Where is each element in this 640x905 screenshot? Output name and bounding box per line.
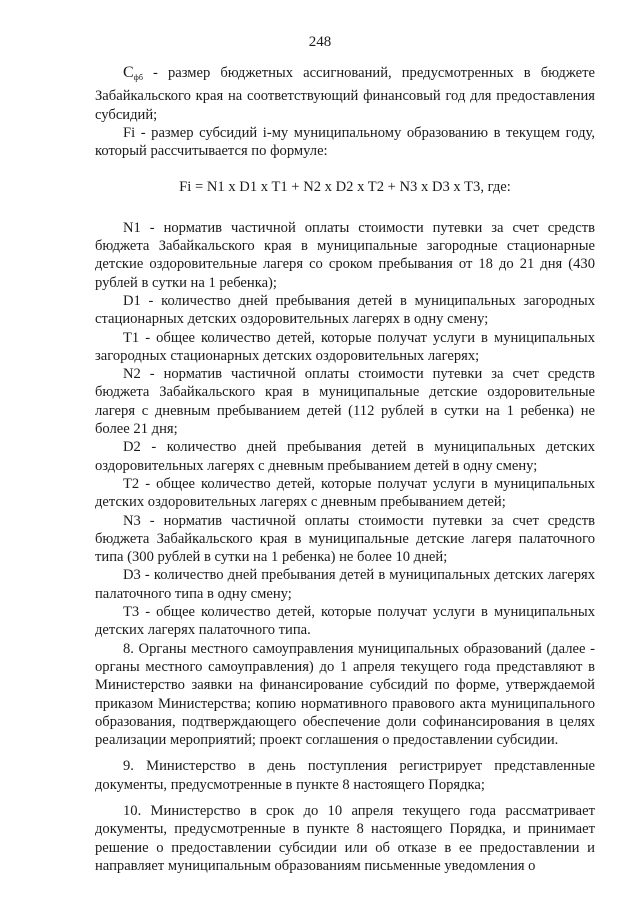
paragraph-fi-definition: Fi - размер субсидий i-му муниципальному образованию в текущем году, который рассчитывается по формуле:	[95, 124, 595, 160]
paragraph-t2: T2 - общее количество детей, которые получат услуги в муниципальных детских оздоровительных лагерях с дневным пребыванием детей;	[95, 475, 595, 511]
paragraph-n1: N1 - норматив частичной оплаты стоимости путевки за счет средств бюджета Забайкальского края в муниципальные загородные стационарные детские оздоровительные лагеря со сроком пребывания от 18 до 21 дня (430 рублей в сутки на 1 ребенка);	[95, 219, 595, 291]
paragraph-d3: D3 - количество дней пребывания детей в муниципальных детских лагерях палаточного типа в одну смену;	[95, 567, 595, 602]
formula: Fi = N1 x D1 x T1 + N2 x D2 x T2 + N3 x D3 x T3, где:	[179, 179, 511, 196]
page-number: 248	[308, 34, 332, 50]
paragraph-c-definition	[95, 64, 595, 124]
document-body	[95, 64, 595, 875]
paragraph-item-9: 9. Министерство в день поступления регистрирует представленные документы, предусмотренные в пункте 8 настоящего Порядка;	[95, 758, 595, 793]
paragraph-d1: D1 - количество дней пребывания детей в муниципальных загородных стационарных детских оздоровительных лагерях в одну смену;	[95, 292, 595, 328]
paragraph-item-8: 8. Органы местного самоуправления муниципальных образований (далее - органы местного самоуправления) до 1 апреля текущего года представляют в Министерство заявки на финансирование субсидий по форме, утверждаемой приказом Министерства; копию нормативного правового акта муниципального образования, подтверждающего обеспечение доли софинансирования в целях реализации мероприятий; проект соглашения о предоставлении субсидии.	[95, 640, 595, 749]
paragraph-d2: D2 - количество дней пребывания детей в муниципальных детских оздоровительных лагерях с дневным пребыванием детей в одну смену;	[95, 439, 595, 474]
spacer	[95, 794, 595, 802]
c-definition-text: - размер бюджетных ассигнований, предусмотренных в бюджете Забайкальского края на соответствующий финансовый год для предоставления субсидий;	[95, 65, 595, 123]
c-symbol: С	[123, 64, 134, 81]
paragraph-t1: T1 - общее количество детей, которые получат услуги в муниципальных загородных стационарных детских оздоровительных лагерях;	[95, 329, 595, 364]
paragraph-n2: N2 - норматив частичной оплаты стоимости путевки за счет средств бюджета Забайкальского края в муниципальные детские оздоровительные лагеря с дневным пребыванием детей (112 рублей в сутки на 1 ребенка) не более 21 дня;	[95, 366, 595, 438]
paragraph-t3: T3 - общее количество детей, которые получат услуги в муниципальных детских лагерях палаточного типа.	[95, 604, 595, 639]
paragraph-n3: N3 - норматив частичной оплаты стоимости путевки за счет средств бюджета Забайкальского края в муниципальные детские лагеря палаточного типа (300 рублей в сутки на 1 ребенка) не более 10 дней;	[95, 512, 595, 566]
c-subscript: фб	[133, 73, 143, 82]
paragraph-item-10: 10. Министерство в срок до 10 апреля текущего года рассматривает документы, предусмотренные в пункте 8 настоящего Порядка, и принимает решение о предоставлении субсидии или об отказе в ее предоставлении и направляет муниципальным образованиям письменные уведомления о	[95, 802, 595, 874]
spacer	[95, 749, 595, 757]
